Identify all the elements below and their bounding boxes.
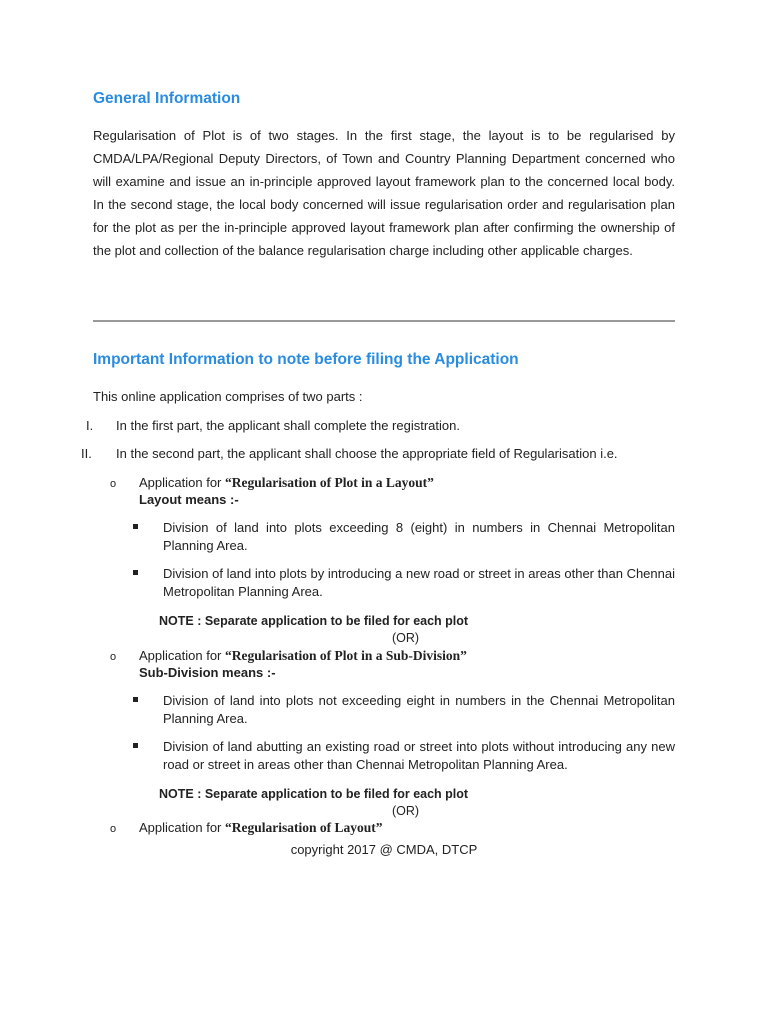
option-prefix-3: Application for [139, 820, 225, 835]
option-means-1: Layout means :- [139, 492, 239, 507]
option-marker-2: o [110, 651, 117, 663]
square-bullet-icon [133, 697, 138, 702]
general-information-heading: General Information [93, 90, 241, 107]
option-name-3: “Regularisation of Layout” [225, 820, 383, 835]
option-marker-1: o [110, 478, 117, 490]
part-marker-1: I. [86, 418, 94, 433]
option-name-1: “Regularisation of Plot in a Layout” [225, 475, 434, 490]
option-2-bullet-2: Division of land abutting an existing road or street into plots without introducing any new road or street in areas other than Chennai Metropolitan Planning Area. [163, 739, 675, 772]
option-1-note: NOTE : Separate application to be filed for each plot [159, 614, 469, 628]
option-2-note: NOTE : Separate application to be filed for each plot [159, 787, 469, 801]
square-bullet-icon [133, 524, 138, 529]
option-prefix-1: Application for [139, 475, 225, 490]
part-text-2: In the second part, the applicant shall choose the appropriate field of Regularisation i.e. [116, 446, 618, 461]
option-prefix-2: Application for [139, 648, 225, 663]
option-name-2: “Regularisation of Plot in a Sub-Division” [225, 648, 467, 663]
section-divider [93, 320, 675, 322]
option-1-bullet-2: Division of land into plots by introducing a new road or street in areas other than Chennai Metropolitan Planning Area. [163, 566, 675, 599]
option-line-3 [139, 819, 383, 837]
square-bullet-icon [133, 743, 138, 748]
option-1-bullet-1: Division of land into plots exceeding 8 (eight) in numbers in Chennai Metropolitan Planning Area. [163, 520, 675, 553]
option-marker-3: o [110, 823, 117, 835]
important-information-heading: Important Information to note before filing the Application [93, 351, 519, 368]
part-text-1: In the first part, the applicant shall complete the registration. [116, 418, 460, 433]
option-means-2: Sub-Division means :- [139, 665, 276, 680]
intro-text: This online application comprises of two parts : [93, 389, 363, 404]
copyright-footer: copyright 2017 @ CMDA, DTCP [290, 842, 478, 857]
or-separator-2: (OR) [392, 804, 420, 818]
or-separator-1: (OR) [392, 631, 420, 645]
general-information-paragraph: Regularisation of Plot is of two stages. In the first stage, the layout is to be regularised by CMDA/LPA/Regional Deputy Directors, of Town and Country Planning Department concerned who will examine and issue an in-principle approved layout framework plan to the concerned local body. In the second stage, the local body concerned will issue regularisation order and regularisation plan for the plot as per the in-principle approved layout framework plan after confirming the ownership of the plot and collection of the balance regularisation charge including other applicable charges. [93, 128, 675, 258]
option-2-bullet-1: Division of land into plots not exceeding eight in numbers in the Chennai Metropolitan Planning Area. [163, 693, 675, 726]
option-line-1 [139, 474, 434, 492]
option-line-2 [139, 647, 467, 665]
square-bullet-icon [133, 570, 138, 575]
part-marker-2: II. [81, 446, 92, 461]
